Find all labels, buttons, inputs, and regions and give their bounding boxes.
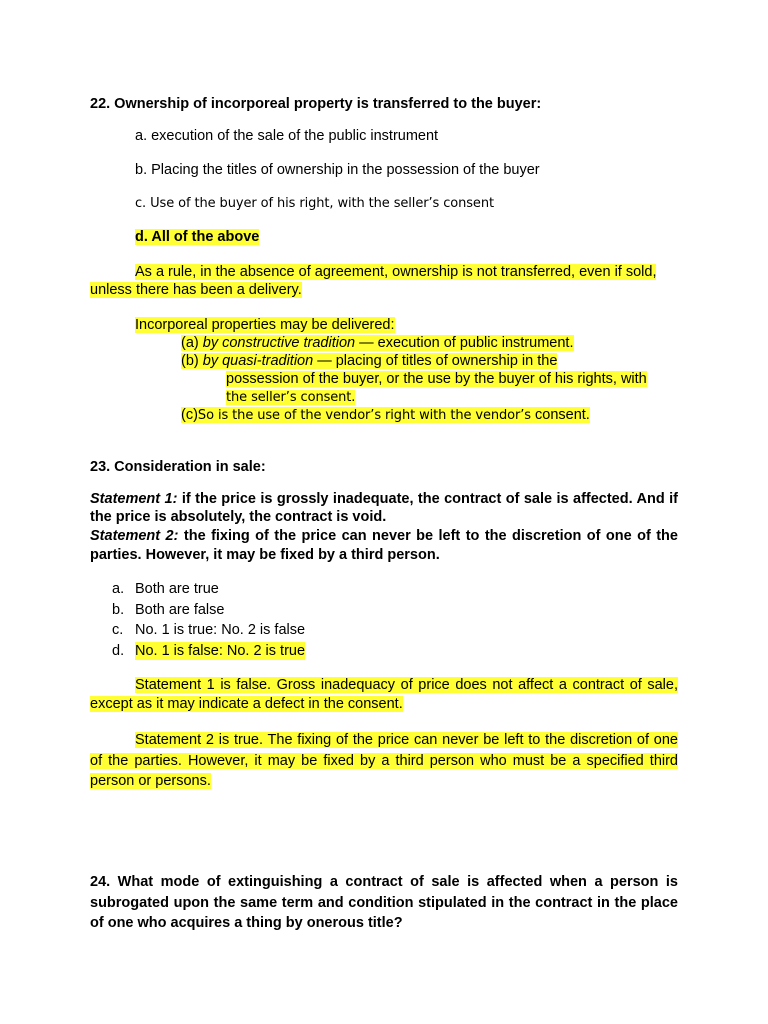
document-page: 22. Ownership of incorporeal property is transferred to the buyer: a. execution of the sale of the public instrument b. Placing the titles of ownership in the possession of the buyer c. Use of the buyer of his right, with the seller’s consent d. All of the above As a rule, in the absence of agreement, ownership is not transferred, even if sold, unless there has been a delivery. Incorporeal properties may be delivered: (a) by constructive tradition — execution of public instrument. (b) by quasi-tradition — placing of titles of ownership in the possession of the buyer, or the use by the buyer of his rights, with the seller’s consent. (c)So is the use of the vendor’s right with the vendor’s consent. 23. Consideration in sale: Statement 1: if the price is grossly inadequate, the contract of sale is affected. And if the price is absolutely, the contract is void. Statement 2: the fixing of the price can never be left to the discretion of one of the parties. However, it may be fixed by a third person. a. Both are true b. Both are false c. No. 1 is true: No. 2 is false d. No. 1 is false: No. 2 is true Statement 1 is false. Gross inadequacy of price does not affect a contract of sale, except as it may indicate a defect in the consent. Statement 2 is true. The fixing of the price can never be left to the discretion of one of the parties. However, it may be fixed by a third person who must be a specified third person or persons. 24. What mode of extinguishing a contract of sale is affected when a person is subrogated upon the same term and condition stipulated in the contract in the place of one who acquires a thing by onerous title? <box>0 0 768 1024</box>
q23-explanation-2: Statement 2 is true. The fixing of the price can never be left to the discretion of one of the parties. However, it may be fixed by a third person who must be a specified third person or persons. <box>90 732 678 789</box>
question-24-title: 24. What mode of extinguishing a contract of sale is affected when a person is subrogated upon the same term and condition stipulated in the contract in the place of one who acquires a thing by onerous title? <box>90 874 678 931</box>
q22-delivery-c: (c)So is the use of the vendor’s right with the vendor’s consent. <box>181 407 590 423</box>
question-22-title: 22. Ownership of incorporeal property is transferred to the buyer: <box>90 96 542 112</box>
q22-delivery-b-cont-2: the seller’s consent. <box>226 390 356 405</box>
q22-option-b: b. Placing the titles of ownership in the possession of the buyer <box>135 162 540 178</box>
q23-statement-1: Statement 1: if the price is grossly inadequate, the contract of sale is affected. And if the price is absolutely, the contract is void. <box>90 491 678 525</box>
q23-statement-2: Statement 2: the fixing of the price can never be left to the discretion of one of the parties. However, it may be fixed by a third person. <box>90 528 678 563</box>
q22-delivery-a: (a) by constructive tradition — execution of public instrument. <box>181 335 574 351</box>
q22-delivery-intro: Incorporeal properties may be delivered: <box>135 317 395 333</box>
q22-delivery-b: (b) by quasi-tradition — placing of titles of ownership in the <box>181 353 558 369</box>
q22-explanation-line-2: unless there has been a delivery. <box>90 282 302 298</box>
q23-explanation-1: Statement 1 is false. Gross inadequacy of price does not affect a contract of sale, except as it may indicate a defect in the consent. <box>90 677 678 712</box>
q22-explanation-line-1: As a rule, in the absence of agreement, ownership is not transferred, even if sold, <box>135 264 657 280</box>
question-23-title: 23. Consideration in sale: <box>90 459 266 475</box>
q22-option-d-answer: d. All of the above <box>135 229 260 245</box>
q22-option-a: a. execution of the sale of the public instrument <box>135 128 439 144</box>
q22-option-c: c. Use of the buyer of his right, with the seller’s consent <box>135 196 494 211</box>
q22-delivery-b-cont-1: possession of the buyer, or the use by the buyer of his rights, with <box>226 371 647 387</box>
